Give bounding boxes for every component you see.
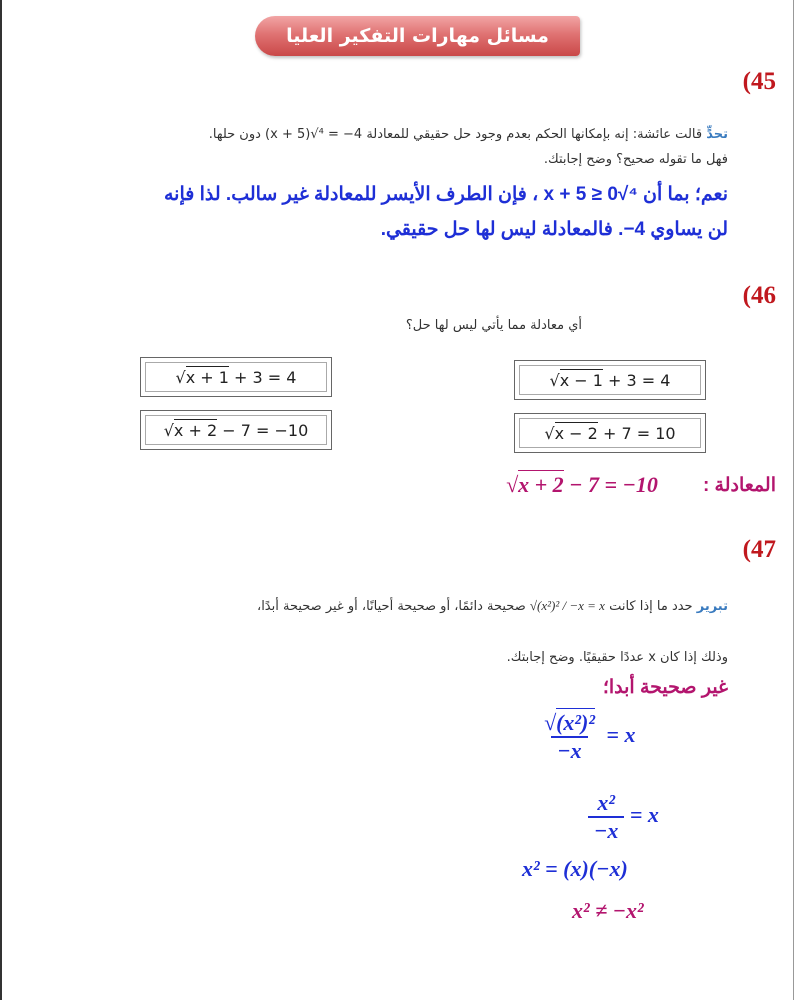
question-47-line2: وذلك إذا كان x عددًا حقيقيًا. وضح إجابتك. bbox=[506, 650, 728, 665]
answer-46-equation: √x + 2 − 7 = −10 bbox=[506, 472, 658, 497]
step2-rhs: = x bbox=[629, 802, 659, 828]
option-3-radicand: x − 2 bbox=[554, 423, 598, 443]
option-box-1[interactable]: √x − 1 + 3 = 4 bbox=[514, 360, 706, 400]
answer-45-line2: لن يساوي 4−. فالمعادلة ليس لها حل حقيقي. bbox=[380, 219, 728, 240]
answer-47-step2 bbox=[588, 790, 659, 844]
question-46-number: (46 bbox=[742, 282, 776, 309]
section-title-banner: مسائل مهارات التفكير العليا bbox=[255, 16, 580, 56]
option-box-3[interactable]: √x − 2 + 7 = 10 bbox=[514, 413, 706, 453]
option-2-radicand: x + 1 bbox=[185, 367, 229, 387]
page-border-right bbox=[793, 0, 794, 1000]
question-45-number: (45 bbox=[742, 68, 776, 95]
question-47-number: (47 bbox=[742, 536, 776, 563]
step2-numerator: x² bbox=[597, 790, 615, 815]
answer-47-step1: $\frac{\text{√(x²)²}}{-x}$ = x bbox=[544, 710, 636, 763]
option-box-2[interactable]: √x + 1 + 3 = 4 bbox=[140, 357, 332, 397]
option-box-4[interactable]: √x + 2 − 7 = −10 bbox=[140, 410, 332, 450]
step2-denominator: −x bbox=[588, 816, 624, 844]
question-47-line1-a: حدد ما إذا كانت bbox=[609, 599, 693, 614]
option-2-rest: + 3 = 4 bbox=[228, 367, 297, 387]
question-47-line1-b: صحيحة دائمًا، أو صحيحة أحيانًا، أو غير صحيحة أبدًا، bbox=[257, 599, 526, 614]
challenge-label: تحدٍّ bbox=[706, 127, 728, 142]
question-46-text: أي معادلة مما يأتي ليس لها حل؟ bbox=[405, 318, 582, 333]
answer-47-step4: x² ≠ −x² bbox=[572, 898, 644, 923]
option-1-rest: + 3 = 4 bbox=[602, 370, 671, 390]
answer-46-rest: − 7 = −10 bbox=[563, 472, 658, 497]
answer-46-radicand: x + 2 bbox=[518, 472, 564, 497]
justify-label: تبرير bbox=[696, 599, 728, 614]
answer-47-text: غير صحيحة أبدا؛ bbox=[602, 677, 728, 698]
option-4-rest: − 7 = −10 bbox=[217, 420, 309, 440]
option-4-radicand: x + 2 bbox=[173, 420, 218, 440]
question-45-line2: فهل ما تقوله صحيح؟ وضح إجابتك. bbox=[543, 152, 728, 167]
answer-47-step3: x² = (x)(−x) bbox=[522, 856, 628, 881]
step1-denominator: −x bbox=[551, 736, 587, 764]
question-47-line1 bbox=[88, 598, 728, 614]
page-border-left bbox=[0, 0, 2, 1000]
step1-rhs: = x bbox=[606, 722, 636, 748]
answer-46-label: المعادلة : bbox=[702, 475, 776, 496]
answer-45-line1: نعم؛ بما أن x + 5 ≥ 0√⁴ ، فإن الطرف الأيسر للمعادلة غير سالب. لذا فإنه bbox=[163, 184, 728, 205]
question-45-text bbox=[78, 124, 728, 146]
option-3-rest: + 7 = 10 bbox=[597, 423, 676, 443]
option-1-radicand: x − 1 bbox=[559, 370, 603, 390]
question-47-expression: √(x²)² / −x = x bbox=[529, 598, 605, 613]
question-45-line1: قالت عائشة: إنه بإمكانها الحكم بعدم وجود حل حقيقي للمعادلة 4− = ⁴√(x + 5) دون حلها. bbox=[208, 127, 703, 142]
